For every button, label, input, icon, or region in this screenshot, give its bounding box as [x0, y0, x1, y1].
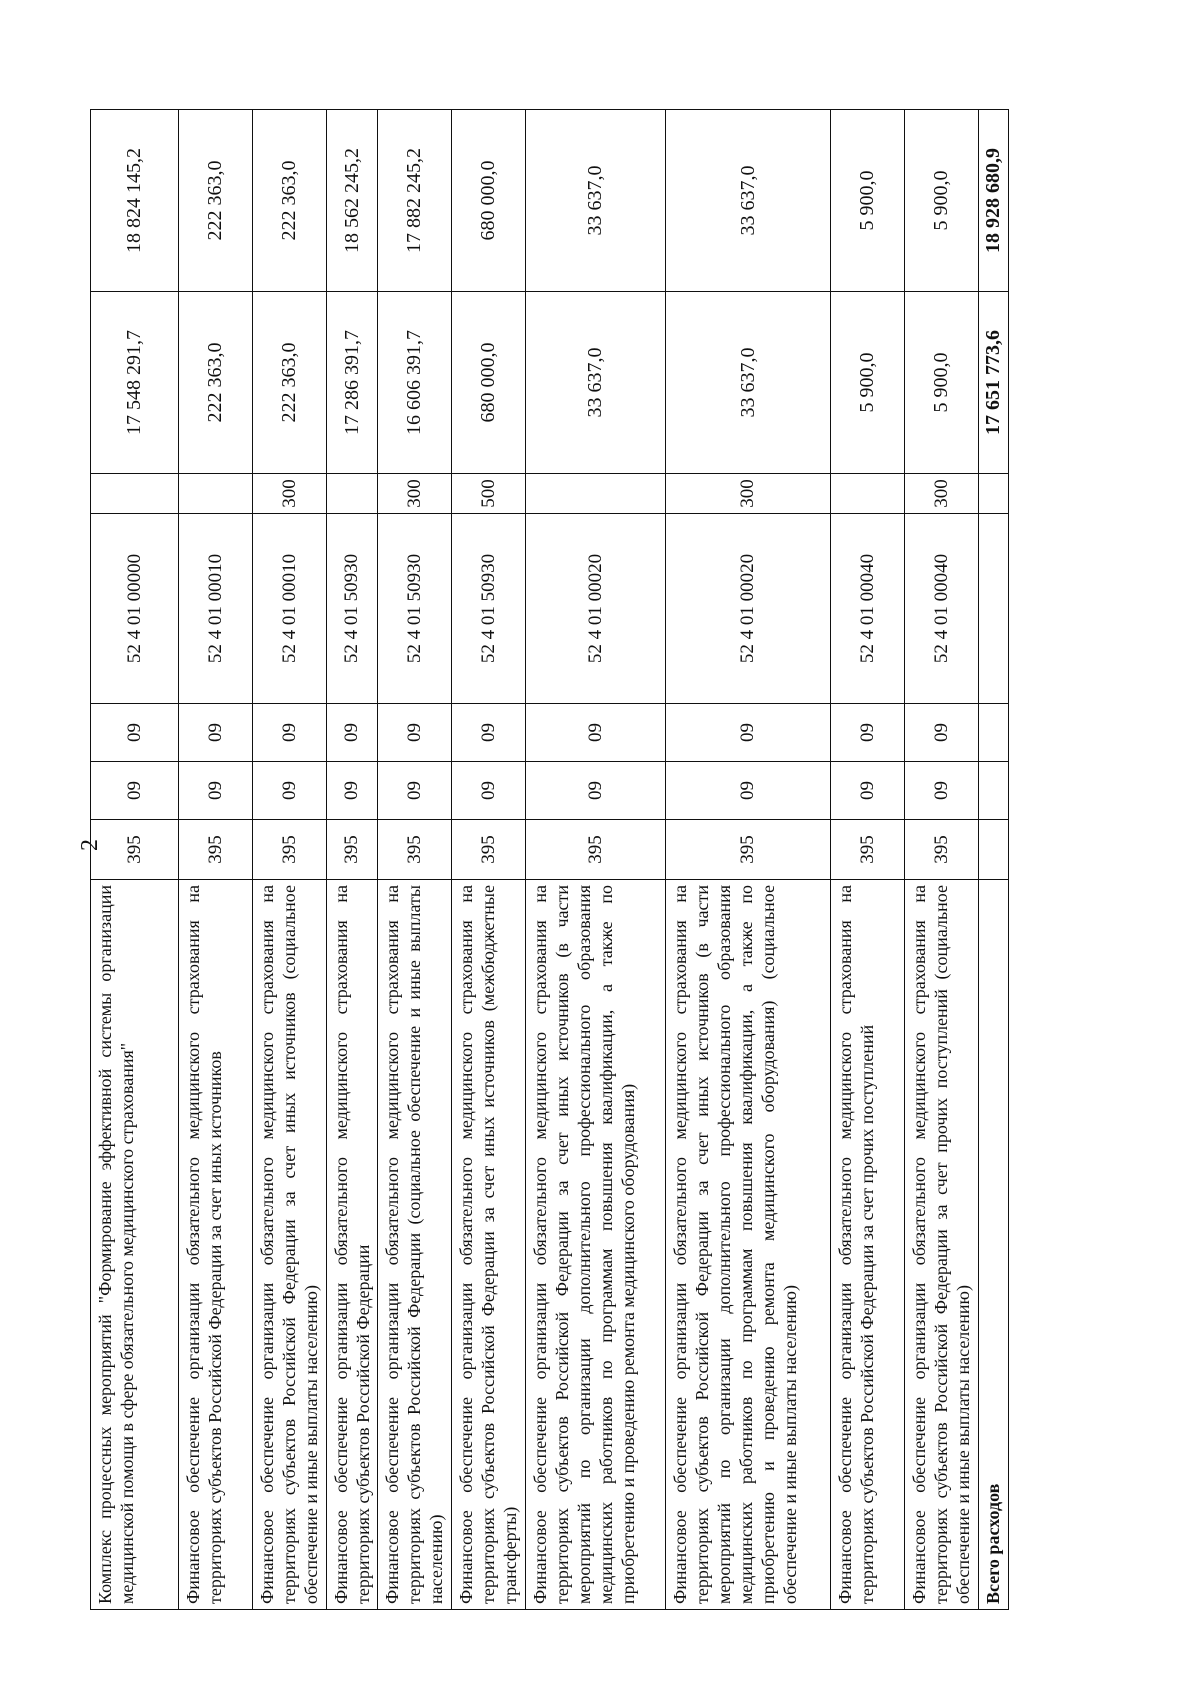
total-row	[979, 110, 1009, 1610]
budget-table-sheet	[90, 110, 1065, 1610]
row-pr: 09	[452, 704, 526, 762]
row-vr: 500	[452, 474, 526, 514]
row-csr: 52 4 01 00010	[253, 514, 327, 704]
row-name: Финансовое обеспечение организации обязательного медицинского страхования на территориях субъектов Российской Федерации за счет прочих поступлений (социальное обеспечение и иные выплаты населению)	[905, 880, 979, 1610]
total-y1: 17 651 773,6	[979, 292, 1009, 474]
row-vr	[831, 474, 905, 514]
row-csr: 52 4 01 00040	[831, 514, 905, 704]
row-ved: 395	[526, 820, 666, 880]
row-pr: 09	[666, 704, 831, 762]
row-csr: 52 4 01 50930	[327, 514, 378, 704]
row-ved: 395	[378, 820, 452, 880]
row-pr: 09	[179, 704, 253, 762]
row-csr: 52 4 01 00020	[526, 514, 666, 704]
row-pr: 09	[91, 704, 179, 762]
row-ved: 395	[179, 820, 253, 880]
table-row	[831, 110, 905, 1610]
row-csr: 52 4 01 00020	[666, 514, 831, 704]
total-y2: 18 928 680,9	[979, 110, 1009, 292]
table-row	[526, 110, 666, 1610]
row-csr: 52 4 01 00010	[179, 514, 253, 704]
row-name: Финансовое обеспечение организации обязательного медицинского страхования на территориях субъектов Российской Федерации за счет иных источников	[179, 880, 253, 1610]
total-empty-cell	[979, 762, 1009, 820]
row-y1: 222 363,0	[179, 292, 253, 474]
row-rz: 09	[666, 762, 831, 820]
row-ved: 395	[831, 820, 905, 880]
row-rz: 09	[378, 762, 452, 820]
row-y1: 5 900,0	[905, 292, 979, 474]
row-pr: 09	[327, 704, 378, 762]
row-y2: 18 824 145,2	[91, 110, 179, 292]
row-csr: 52 4 01 50930	[452, 514, 526, 704]
row-pr: 09	[378, 704, 452, 762]
row-vr	[526, 474, 666, 514]
table-row	[666, 110, 831, 1610]
row-ved: 395	[905, 820, 979, 880]
row-y1: 5 900,0	[831, 292, 905, 474]
row-y2: 17 882 245,2	[378, 110, 452, 292]
row-ved: 395	[452, 820, 526, 880]
row-pr: 09	[526, 704, 666, 762]
row-y2: 18 562 245,2	[327, 110, 378, 292]
row-rz: 09	[179, 762, 253, 820]
table-row	[91, 110, 179, 1610]
row-y1: 17 548 291,7	[91, 292, 179, 474]
row-csr: 52 4 01 50930	[378, 514, 452, 704]
row-rz: 09	[452, 762, 526, 820]
row-vr: 300	[905, 474, 979, 514]
row-y1: 680 000,0	[452, 292, 526, 474]
table-row	[253, 110, 327, 1610]
row-rz: 09	[526, 762, 666, 820]
row-vr: 300	[253, 474, 327, 514]
row-rz: 09	[91, 762, 179, 820]
row-name: Комплекс процессных мероприятий "Формирование эффективной системы организации медицинской помощи в сфере обязательного медицинского страхования"	[91, 880, 179, 1610]
row-csr: 52 4 01 00040	[905, 514, 979, 704]
row-rz: 09	[831, 762, 905, 820]
budget-table	[90, 109, 1009, 1610]
row-pr: 09	[253, 704, 327, 762]
row-ved: 395	[253, 820, 327, 880]
row-name: Финансовое обеспечение организации обязательного медицинского страхования на территориях субъектов Российской Федерации за счет иных источников (в части мероприятий по организации дополнительного профессионального образования медицинских работников по программам повышения квалификации, а также по приобретению и проведению ремонта медицинского оборудования) (социальное обеспечение и иные выплаты населению)	[666, 880, 831, 1610]
row-y1: 222 363,0	[253, 292, 327, 474]
row-ved: 395	[666, 820, 831, 880]
row-rz: 09	[327, 762, 378, 820]
row-y1: 16 606 391,7	[378, 292, 452, 474]
row-y2: 222 363,0	[179, 110, 253, 292]
row-y2: 33 637,0	[666, 110, 831, 292]
table-row	[179, 110, 253, 1610]
table-row	[905, 110, 979, 1610]
row-name: Финансовое обеспечение организации обязательного медицинского страхования на территориях субъектов Российской Федерации за счет иных источников (межбюджетные трансферты)	[452, 880, 526, 1610]
row-vr	[327, 474, 378, 514]
row-y1: 17 286 391,7	[327, 292, 378, 474]
row-name: Финансовое обеспечение организации обязательного медицинского страхования на территориях субъектов Российской Федерации	[327, 880, 378, 1610]
row-name: Финансовое обеспечение организации обязательного медицинского страхования на территориях субъектов Российской Федерации за счет иных источников (в части мероприятий по организации дополнительного профессионального образования медицинских работников по программам повышения квалификации, а также по приобретению и проведению ремонта медицинского оборудования)	[526, 880, 666, 1610]
table-row	[452, 110, 526, 1610]
row-csr: 52 4 01 00000	[91, 514, 179, 704]
row-y1: 33 637,0	[666, 292, 831, 474]
row-pr: 09	[905, 704, 979, 762]
row-pr: 09	[831, 704, 905, 762]
row-ved: 395	[91, 820, 179, 880]
total-empty-cell	[979, 820, 1009, 880]
total-label: Всего расходов	[979, 880, 1009, 1610]
row-name: Финансовое обеспечение организации обязательного медицинского страхования на территориях субъектов Российской Федерации (социальное обеспечение и иные выплаты населению)	[378, 880, 452, 1610]
row-rz: 09	[253, 762, 327, 820]
row-vr: 300	[666, 474, 831, 514]
row-y2: 33 637,0	[526, 110, 666, 292]
total-empty-cell	[979, 514, 1009, 704]
table-row	[378, 110, 452, 1610]
row-vr	[91, 474, 179, 514]
page-number: 2	[77, 839, 103, 851]
row-y2: 5 900,0	[905, 110, 979, 292]
total-empty-cell	[979, 474, 1009, 514]
row-y2: 680 000,0	[452, 110, 526, 292]
row-rz: 09	[905, 762, 979, 820]
row-ved: 395	[327, 820, 378, 880]
table-row	[327, 110, 378, 1610]
row-y2: 5 900,0	[831, 110, 905, 292]
row-name: Финансовое обеспечение организации обязательного медицинского страхования на территориях субъектов Российской Федерации за счет прочих поступлений	[831, 880, 905, 1610]
row-name: Финансовое обеспечение организации обязательного медицинского страхования на территориях субъектов Российской Федерации за счет иных источников (социальное обеспечение и иные выплаты населению)	[253, 880, 327, 1610]
row-y1: 33 637,0	[526, 292, 666, 474]
row-vr: 300	[378, 474, 452, 514]
row-y2: 222 363,0	[253, 110, 327, 292]
total-empty-cell	[979, 704, 1009, 762]
row-vr	[179, 474, 253, 514]
